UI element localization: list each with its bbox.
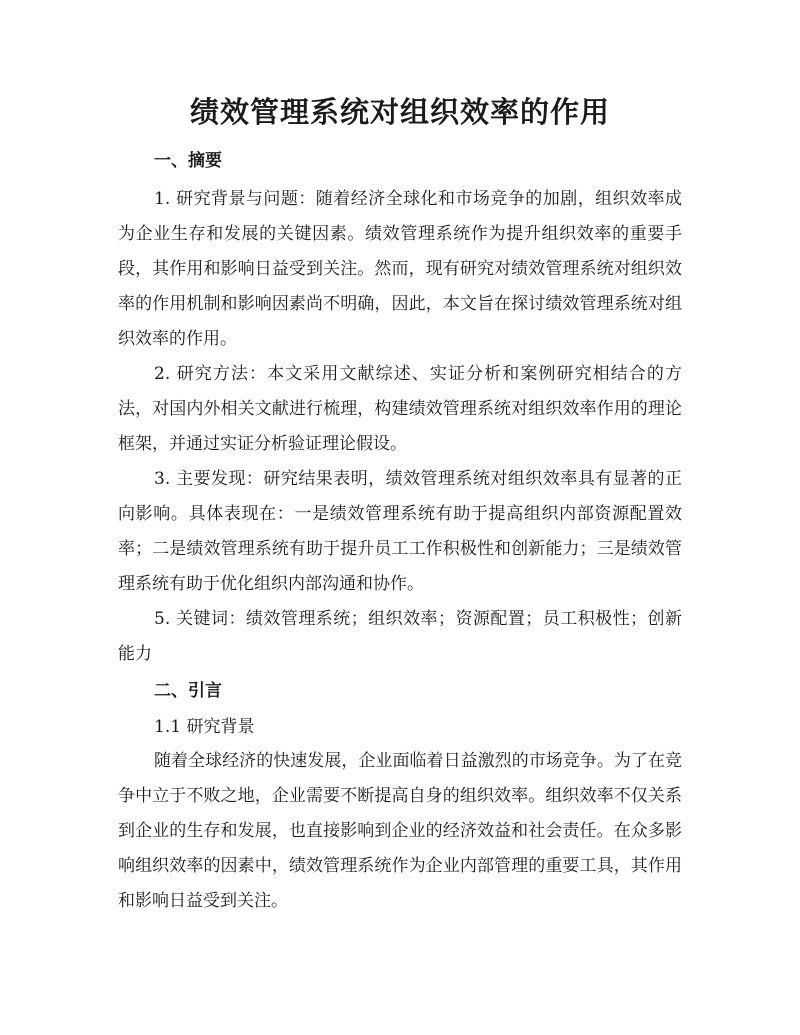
abstract-paragraph-methods: 2. 研究方法：本文采用文献综述、实证分析和案例研究相结合的方法，对国内外相关文献进行梳理，构建绩效管理系统对组织效率作用的理论框架，并通过实证分析验证理论假设。	[118, 364, 682, 454]
document-title: 绩效管理系统对组织效率的作用	[189, 95, 610, 129]
subsection-heading-background: 1.1 研究背景	[154, 717, 255, 737]
introduction-paragraph: 随着全球经济的快速发展，企业面临着日益激烈的市场竞争。为了在竞争中立于不败之地，企业需要不断提高自身的组织效率。组织效率不仅关系到企业的生存和发展，也直接影响到企业的经济效益和社会责任。在众多影响组织效率的因素中，绩效管理系统作为企业内部管理的重要工具，其作用和影响日益受到关注。	[118, 751, 682, 911]
abstract-paragraph-findings: 3. 主要发现：研究结果表明，绩效管理系统对组织效率具有显著的正向影响。具体表现在：一是绩效管理系统有助于提高组织内部资源配置效率；二是绩效管理系统有助于提升员工工作积极性和创新能力；三是绩效管理系统有助于优化组织内部沟通和协作。	[118, 469, 682, 594]
abstract-paragraph-keywords: 5. 关键词：绩效管理系统；组织效率；资源配置；员工积极性；创新能力	[118, 609, 682, 664]
section-heading-introduction: 二、引言	[154, 681, 222, 701]
abstract-paragraph-background: 1. 研究背景与问题：随着经济全球化和市场竞争的加剧，组织效率成为企业生存和发展的关键因素。绩效管理系统作为提升组织效率的重要手段，其作用和影响日益受到关注。然而，现有研究对绩效管理系统对组织效率的作用机制和影响因素尚不明确，因此，本文旨在探讨绩效管理系统对组织效率的作用。	[118, 189, 682, 349]
section-heading-abstract: 一、摘要	[154, 151, 222, 171]
